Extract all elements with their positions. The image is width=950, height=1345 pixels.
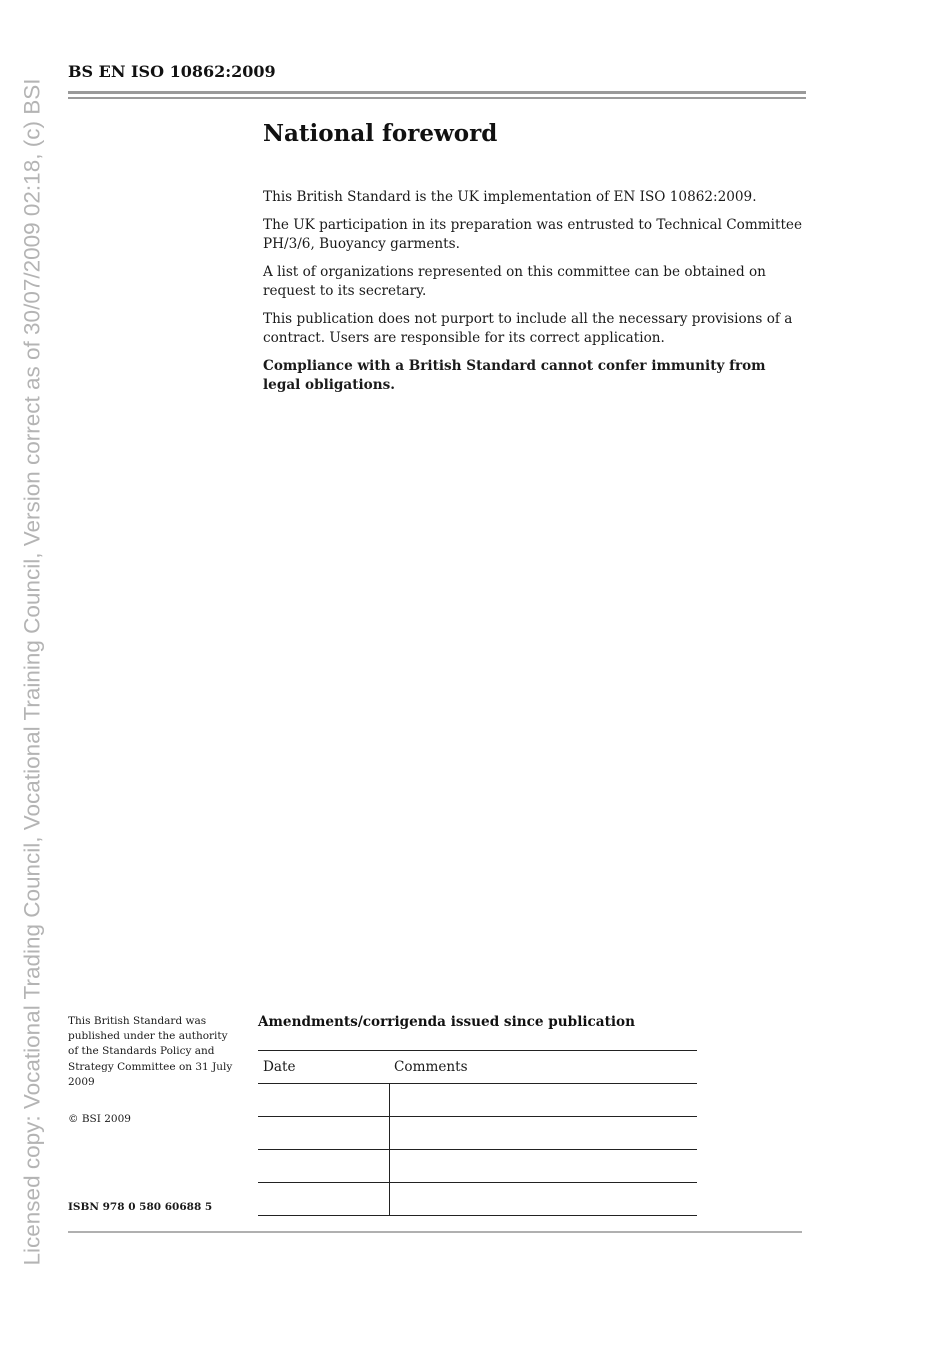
table-row [258,1150,697,1183]
table-row [258,1183,697,1216]
table-cell-comments [389,1117,697,1150]
foreword-paragraph: This publication does not purport to include all the necessary provisions of a contract. Users are responsible for its correct application. [263,311,793,346]
table-row [258,1084,697,1117]
header-rule-upper [68,91,806,94]
copyright-notice: © BSI 2009 [68,1113,131,1125]
table-cell-comments [389,1084,697,1117]
table-cell-date [258,1150,389,1183]
table-cell-date [258,1117,389,1150]
table-row [258,1117,697,1150]
column-header-date: Date [258,1051,389,1084]
column-header-comments: Comments [389,1051,697,1084]
amendments-table [258,1050,697,1216]
publication-note: This British Standard was published under the authority of the Standards Policy and Strategy Committee on 31 July 2009 [68,1015,233,1088]
foreword-paragraph: The UK participation in its preparation was entrusted to Technical Committee PH/3/6, Buoyancy garments. [263,217,802,252]
page-title: National foreword [263,120,498,147]
foreword-paragraph: This British Standard is the UK implementation of EN ISO 10862:2009. [263,189,757,205]
foreword-paragraph: A list of organizations represented on this committee can be obtained on request to its secretary. [263,264,766,299]
table-cell-comments [389,1183,697,1216]
table-header-row [258,1051,697,1084]
compliance-note: Compliance with a British Standard cannot confer immunity from legal obligations. [263,358,766,393]
license-watermark-text: Licensed copy: Vocational Trading Council, Vocational Training Council, Version correct as of 30/07/2009 02:18, (c) BSI [19,78,45,1266]
foreword-body [263,188,803,404]
table-cell-date [258,1183,389,1216]
license-watermark [2,0,62,1345]
amendments-title: Amendments/corrigenda issued since publication [258,1014,635,1030]
header-rule-lower [68,97,806,99]
isbn-number: ISBN 978 0 580 60688 5 [68,1201,213,1213]
table-cell-comments [389,1150,697,1183]
table-cell-date [258,1084,389,1117]
footer-rule [68,1231,802,1233]
document-id: BS EN ISO 10862:2009 [68,62,276,81]
